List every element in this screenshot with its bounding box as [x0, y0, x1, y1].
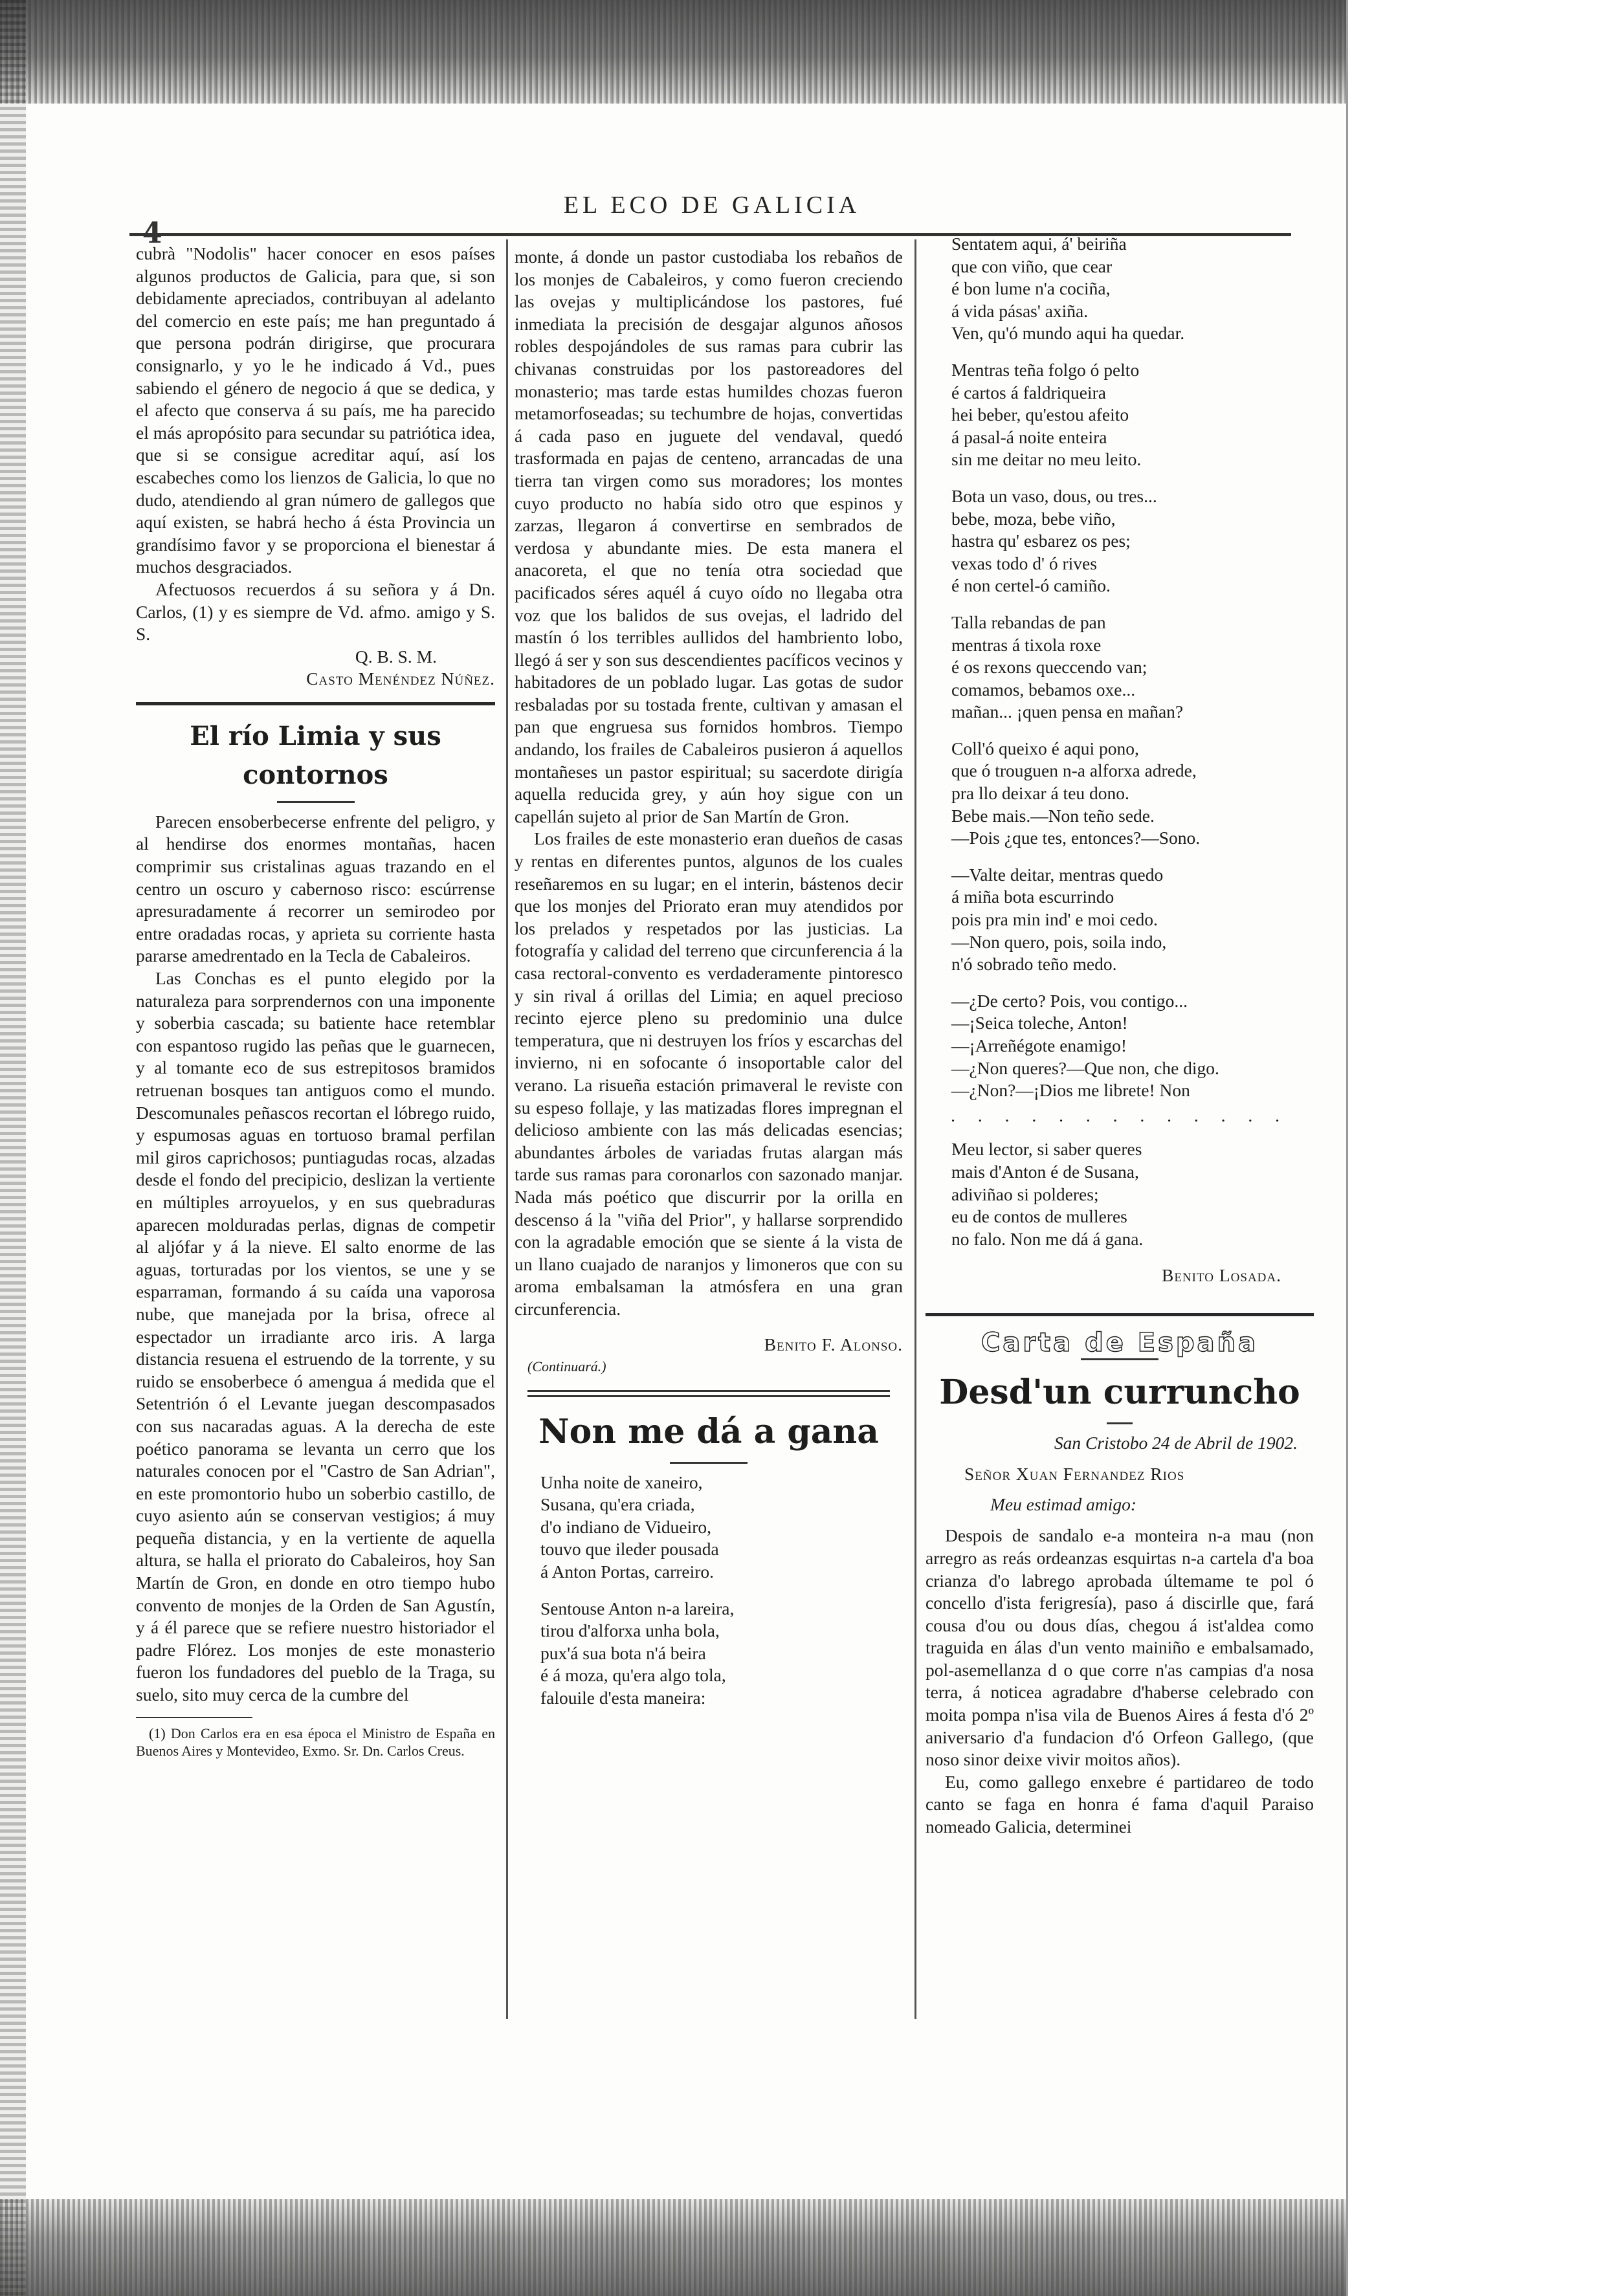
poem-line: —Valte deitar, mentras quedo: [951, 864, 1164, 885]
poem-line: á miña bota escurrindo: [951, 887, 1114, 907]
title-rule: [1107, 1422, 1133, 1424]
title-rule: [670, 1462, 748, 1464]
poem-line: comamos, bebamos oxe...: [951, 679, 1136, 700]
section-rule: [527, 1390, 890, 1397]
poem-line: Meu lector, si saber queres: [951, 1139, 1142, 1160]
poem-stanza: [925, 485, 1314, 597]
poem-stanza: [925, 738, 1314, 850]
poem-line: —¿De certo? Pois, vou contigo...: [951, 990, 1188, 1011]
poem-line: Coll'ó queixo é aqui pono,: [951, 738, 1139, 758]
poem-line: —¡Seica toleche, Anton!: [951, 1013, 1128, 1033]
poem-line: falouile d'esta maneira:: [540, 1688, 706, 1708]
poem-line: no falo. Non me dá á gana.: [951, 1228, 1144, 1249]
letter-paragraph: Afectuosos recuerdos á su señora y á Dn. Carlos, (1) y es siempre de Vd. afmo. amigo y S. S.: [136, 579, 495, 645]
poem-stanza: [515, 1598, 903, 1710]
poem-ellipsis: . . . . . . . . . . . . .: [951, 1105, 1289, 1125]
poem-line: d'o indiano de Vidueiro,: [540, 1516, 712, 1537]
poem-line: —Non quero, pois, soila indo,: [951, 931, 1167, 952]
poem-line: é non certel-ó camiño.: [951, 575, 1111, 596]
poem-line: Susana, qu'era criada,: [540, 1494, 695, 1515]
poem-line: Ven, qu'ó mundo aqui ha quedar.: [951, 323, 1185, 344]
column-1: [136, 243, 495, 1760]
letter-paragraph: cubrà "Nodolis" hacer conocer en esos países algunos productos de Galicia, para que, si son debidamente apreciados, contribuyan al adelanto del comercio en este país; me han preguntado á que persona podrán dirigirse, que procurara consignarlo, y yo le he indicado á Vd., pues sabiendo el género de negocio á que se dedica, y el afecto que conserva á su país, me ha parecido el más apropósito para secundar su patriótica idea, que si se consigue acreditar aquí, así los escabeches como los lienzos de Galicia, lo que no dudo, atendiendo al gran número de gallegos que aquí existen, se habrá hecho á ésta Provincia un grandísimo favor y se proporciona el bienestar á muchos desgraciados.: [136, 243, 495, 577]
poem-line: Unha noite de xaneiro,: [540, 1472, 703, 1492]
letter-signature: Casto Menéndez Núñez.: [306, 668, 495, 689]
poem-stanza: [925, 233, 1314, 345]
column-2: [515, 246, 903, 1724]
poem-line: bebe, moza, bebe viño,: [951, 508, 1116, 529]
poem-line: Mentras teña folgo ó pelto: [951, 359, 1140, 380]
footnote-rule: [136, 1717, 252, 1718]
poem-line: eu de contos de mulleres: [951, 1206, 1127, 1227]
poem-line: —¿Non?—¡Dios me librete! Non: [951, 1080, 1190, 1101]
letter-closing: Q. B. S. M.: [355, 646, 437, 667]
poem-line: —¡Arreñégote enamigo!: [951, 1035, 1127, 1055]
section-title: Carta de España: [981, 1327, 1259, 1358]
article-paragraph: Los frailes de este monasterio eran dueños de casas y rentas en diferentes puntos, algunos de los cuales reseñaremos en su lugar; en el interin, bástenos decir que los monjes del Priorato eran muy atendidos por los prelados y respetados por las justicias. La fotografía y calidad del terreno que circunferencia á la casa rectoral-convento es verdaderamente pintoresco y sin rival á orillas del Limia; en aquel precioso recinto ejerce pleno su predominio una dulce temperatura, que ni destruyen los fríos y escarchas del invierno, ni en sofocante ó insoportable calor del verano. La risueña estación primaveral le reviste con su espeso follaje, y las matizadas flores impregnan el delicioso ambiente con las más delicadas esencias; abundantes árboles de variadas frutas alargan más tarde sus ramas para coronarlos con sazonado manjar. Nada más poético que discurrir por la orilla en descenso á la "viña del Prior", y hallarse sorprendido con la agradable emoción que se siente á la vista de un llano cuajado de naranjos y limoneros que con su aroma embalsaman la atmósfera en una gran circunferencia.: [515, 828, 903, 1319]
letter-paragraph: Eu, como gallego enxebre é partidareo de todo canto se faga en honra é fama d'aquil Paraiso nomeado Galicia, determinei: [925, 1771, 1314, 1837]
continuation-note: (Continuará.): [527, 1358, 606, 1375]
poem-line: á vida pásas' axiña.: [951, 300, 1089, 321]
title-rule: [277, 801, 355, 803]
page-header: [129, 191, 1294, 230]
column-rule: [506, 239, 508, 2019]
poem-line: touvo que ileder pousada: [540, 1539, 719, 1560]
column-rule: [914, 239, 916, 2019]
poem-line: n'ó sobrado teño medo.: [951, 954, 1117, 975]
poem-line: Sentatem aqui, á' beiriña: [951, 234, 1127, 254]
poem-stanza: [925, 359, 1314, 471]
column-3: [925, 233, 1314, 1838]
scan-noise-left: [0, 0, 26, 2296]
poem-stanza: [515, 1472, 903, 1584]
dateline: San Cristobo 24 de Abril de 1902.: [1054, 1432, 1298, 1453]
poem-stanza: [925, 864, 1314, 976]
poem-line: vexas todo d' ó rives: [951, 553, 1097, 573]
poem-line: é cartos á faldriqueira: [951, 382, 1106, 403]
poem-line: sin me deitar no meu leito.: [951, 449, 1142, 470]
article-title: El río Limia y sus contornos: [190, 720, 441, 790]
poem-line: Bota un vaso, dous, ou tres...: [951, 485, 1157, 506]
poem-line: mañan... ¡quen pensa en mañan?: [951, 701, 1184, 722]
title-rule: [1081, 1358, 1158, 1360]
salutation: Meu estimad amigo:: [990, 1494, 1137, 1514]
poem-line: Talla rebandas de pan: [951, 612, 1106, 632]
poem-line: hei beber, qu'estou afeito: [951, 404, 1129, 425]
poem-line: á pasal-á noite enteira: [951, 426, 1107, 447]
poem-line: pra llo deixar á teu dono.: [951, 783, 1129, 804]
poem-line: é á moza, qu'era algo tola,: [540, 1665, 726, 1686]
poem-line: —Pois ¿que tes, entonces?—Sono.: [951, 828, 1201, 848]
section-rule: [136, 702, 495, 705]
poem-stanza: [925, 612, 1314, 723]
poem-stanza: [925, 1138, 1314, 1250]
poem-line: hastra qu' esbarez os pes;: [951, 531, 1131, 551]
masthead: EL ECO DE GALICIA: [563, 192, 861, 219]
poem-line: adiviñao si polderes;: [951, 1184, 1099, 1204]
poem-line: Bebe mais.—Non teño sede.: [951, 805, 1155, 826]
article-paragraph: Las Conchas es el punto elegido por la naturaleza para sorprendernos con una imponente y soberbia cascada; su batiente hace retemblar con espantoso rugido las peñas que le guarnecen, y al tomante eco de sus estrepitosos bramidos retruenan bosques tan antiguos como el mundo. Descomunales peñascos recortan el lóbrego ruido, y espumosas aguas en tortuoso bramal perfilan mil giros caprichosos; puntiagudas rocas, alzadas desde el fondo del precipicio, deslizan la vertiente en múltiples arroyuelos, y en sus quebraduras aparecen molduradas perlas, dignas de competir al aljófar y á la nieve. El salto enorme de las aguas, torturadas por los vientos, se une y se esparraman, formando á su caída una vaporosa nube, que manejada por la brisa, ofrece al espectador un irradiante arco iris. A larga distancia resuena el estruendo de la torrente, y su ruido se ensoberbece ó amengua á medida que el Setentrión ó el Levante juegan descompasados con sus nacaradas aguas. A la derecha de este poético panorama se levanta un cerro que los naturales conocen por el "Castro de San Adrian", en este promontorio hubo un soberbio castillo, de cuyo asiento aún se conservan vestigios; á muy pequeña distancia, y en la vertiente de aquella altura, se halla el priorato do Cabaleiros, hoy San Martín de Gron, en donde en otro tiempo hubo convento de monjes de la Orden de San Agustín, y á él parece que se refiere nuestro historiador el padre Flórez. Los monjes de este monasterio fueron los fundadores del pueblo de la Traga, su suelo, sito muy cerca de la cumbre del: [136, 968, 495, 1705]
salutation-name: Señor Xuan Fernandez Rios: [964, 1464, 1185, 1485]
article-paragraph: monte, á donde un pastor custodiaba los rebaños de los monjes de Cabaleiros, y como fueron creciendo las ovejas y multiplicándose los pastores, fué inmediata la precisión de desgajar algunos añosos robles despojándoles de sus ramas para cubrir las chivanas construidas por los pastoreadores del monasterio; mas tarde estas humildes chozas fueron metamorfoseadas; su techumbre de hojas, convertidas á cada paso en juguete del vendaval, quedó trasformada en pajas de centeno, arrancadas de una tierra tan virgen como sus moradores; los montes cuyo producto no había sido otro que espinos y zarzas, llegaron á convertirse en sembrados de verdosa y abundante mies. De esta manera el anacoreta, el que no tenía otra sociedad que pacificados séres aquél á cuyo oído no llegaba otra voz que los balidos de sus ovejas, el ladrido del mastín ó los terribles aullidos del hambriento lobo, llegó á ser y son sus descendientes pacíficos vecinos y habitadores de un poblado lugar. Las gotas de sudor resbaladas por su tostada frente, cultivan y amasan el pan que engruesa sus fornidos hombros. Tiempo andando, los frailes de Cabaleiros pusieron á aquellos montañeses un pastor espiritual; su sacerdote dirigía aquella reducida grey, y aún hoy sigue con un capellán sujeto al prior de San Martín de Gron.: [515, 247, 903, 826]
poem-stanza: [925, 990, 1314, 1102]
poem-line: tirou d'alforxa unha bola,: [540, 1620, 720, 1641]
poem-line: —¿Non queres?—Que non, che digo.: [951, 1057, 1219, 1078]
article-paragraph: Parecen ensoberbecerse enfrente del peligro, y al hendirse dos enormes montañas, hacen comprimir sus cristalinas aguas trazando en el centro un oscuro y cabernoso risco: escúrrense apresuradamente á recorrer un semirodeo por entre oradadas rocas, y aprieta su corriente hasta pararse amedrentado en la Tecla de Cabaleiros.: [136, 811, 495, 966]
poem-line: á Anton Portas, carreiro.: [540, 1562, 715, 1582]
letter-title: Desd'un curruncho: [939, 1372, 1300, 1412]
poem-line: que con viño, que cear: [951, 256, 1113, 276]
poem-line: Sentouse Anton n-a lareira,: [540, 1598, 735, 1618]
poem-title: Non me dá a gana: [538, 1411, 879, 1452]
poem-line: mentras á tixola roxe: [951, 634, 1102, 655]
footnote: (1) Don Carlos era en esa época el Ministro de España en Buenos Aires y Montevideo, Exmo. Sr. Dn. Carlos Creus.: [136, 1725, 495, 1759]
poem-line: é os rexons queccendo van;: [951, 657, 1147, 678]
page-margin-right: [1346, 0, 1607, 2296]
poem-line: é bon lume n'a cociña,: [951, 278, 1111, 299]
article-signature: Benito F. Alonso.: [764, 1334, 903, 1354]
section-rule: [925, 1313, 1314, 1316]
poem-line: pois pra min ind' e moi cedo.: [951, 909, 1158, 930]
poem-line: mais d'Anton é de Susana,: [951, 1161, 1139, 1182]
poem-line: pux'á sua bota n'á beira: [540, 1642, 706, 1663]
poem-signature: Benito Losada.: [1162, 1265, 1281, 1286]
poem-line: que ó trouguen n-a alforxa adrede,: [951, 760, 1197, 781]
letter-paragraph: Despois de sandalo e-a monteira n-a mau (non arregro as reás ordeanzas esquirtas n-a cartela d'a boa crianza d'o labrego aprobada últemame te pol ó concello d'ista ferigresía), paso á discirlle que, fará cousa d'ou ou dous días, chegou á ist'aldea como traguida en álas d'un vento mainiño e embalsamado, pol-asemellanza d o que corre n'as campias d'a nosa terra, á noticea agradabre d'haberse celebrado con moita pompa n'isa vila de Buenos Aires á festa d'ó 2º aniversario d'a fundacion d'ó Orfeon Gallego, (que noso sinor deixe vivir moitos años).: [925, 1525, 1314, 1770]
